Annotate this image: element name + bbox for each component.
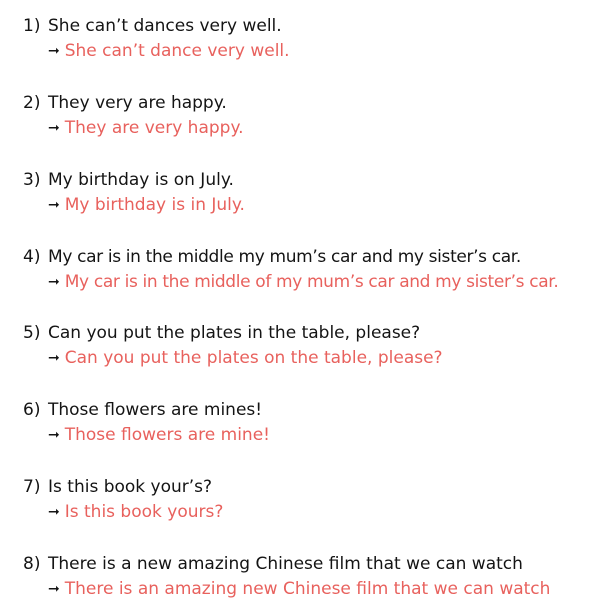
question-line <box>23 14 593 38</box>
item-number: 3) <box>23 170 41 190</box>
question-text: They very are happy. <box>48 93 227 113</box>
exercise-item-6 <box>23 398 593 447</box>
arrow-icon: ➞ <box>48 581 60 597</box>
exercise-item-2 <box>23 91 593 140</box>
arrow-icon: ➞ <box>48 504 60 520</box>
answer-line <box>23 193 593 217</box>
item-number: 8) <box>23 554 41 574</box>
answer-text: Can you put the plates on the table, please? <box>64 348 443 368</box>
answer-line <box>23 116 593 140</box>
arrow-icon: ➞ <box>48 350 60 366</box>
item-number: 5) <box>23 323 41 343</box>
question-text: Those flowers are mines! <box>48 400 263 420</box>
answer-text: Is this book yours? <box>64 502 224 522</box>
answer-text: Those flowers are mine! <box>64 425 270 445</box>
question-text: Is this book your’s? <box>48 477 213 497</box>
item-number: 7) <box>23 477 41 497</box>
question-line <box>23 168 593 192</box>
question-line <box>23 398 593 422</box>
question-line <box>23 552 593 576</box>
question-line <box>23 475 593 499</box>
exercise-item-5 <box>23 321 593 370</box>
arrow-icon: ➞ <box>48 274 60 290</box>
arrow-icon: ➞ <box>48 197 60 213</box>
exercise-item-8 <box>23 552 593 601</box>
question-text: There is a new amazing Chinese film that we can watch <box>48 554 523 574</box>
item-number: 6) <box>23 400 41 420</box>
question-text: My birthday is on July. <box>48 170 234 190</box>
exercise-item-1 <box>23 14 593 63</box>
answer-line <box>23 270 593 294</box>
item-number: 1) <box>23 16 41 36</box>
answer-text: My car is in the middle of my mum’s car and my sister’s car. <box>64 272 559 292</box>
arrow-icon: ➞ <box>48 43 60 59</box>
answer-text: She can’t dance very well. <box>64 41 290 61</box>
answer-line <box>23 39 593 63</box>
arrow-icon: ➞ <box>48 120 60 136</box>
question-text: Can you put the plates in the table, please? <box>48 323 421 343</box>
answer-line <box>23 577 593 601</box>
question-line <box>23 91 593 115</box>
exercise-item-7 <box>23 475 593 524</box>
exercise-item-3 <box>23 168 593 217</box>
answer-text: They are very happy. <box>64 118 244 138</box>
exercise-item-4 <box>23 245 593 294</box>
item-number: 2) <box>23 93 41 113</box>
question-text: My car is in the middle my mum’s car and my sister’s car. <box>48 247 521 267</box>
answer-line <box>23 346 593 370</box>
answer-line <box>23 500 593 524</box>
answer-line <box>23 423 593 447</box>
question-line <box>23 321 593 345</box>
question-line <box>23 245 593 269</box>
arrow-icon: ➞ <box>48 427 60 443</box>
question-text: She can’t dances very well. <box>48 16 282 36</box>
item-number: 4) <box>23 247 41 267</box>
answer-text: There is an amazing new Chinese film that we can watch <box>64 579 551 599</box>
answer-text: My birthday is in July. <box>64 195 245 215</box>
